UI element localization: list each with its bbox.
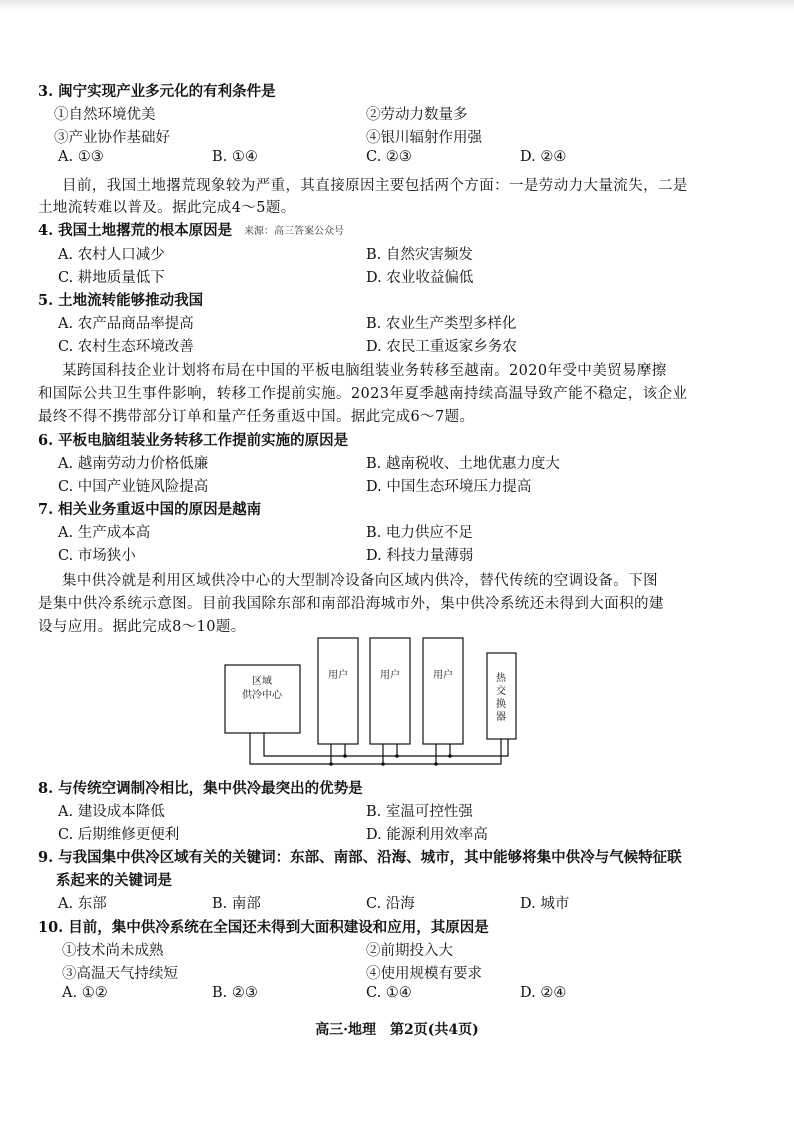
center-label-1: 区域 bbox=[252, 676, 272, 687]
q5-stem: 5. 土地流转能够推动我国 bbox=[38, 292, 204, 309]
q6-choice-d: D. 中国生态环境压力提高 bbox=[366, 479, 532, 495]
q6-choice-a: A. 越南劳动力价格低廉 bbox=[58, 456, 209, 472]
q3-item-1: ①自然环境优美 bbox=[54, 107, 156, 123]
q9-choice-d: D. 城市 bbox=[520, 896, 570, 912]
q3-choice-d: D. ②④ bbox=[520, 149, 567, 165]
q5-choice-c: C. 农村生态环境改善 bbox=[58, 339, 194, 355]
user-box-3 bbox=[423, 638, 463, 744]
q4-choice-d: D. 农业收益偏低 bbox=[366, 270, 474, 286]
q7-choice-d: D. 科技力量薄弱 bbox=[366, 548, 474, 564]
q6-stem: 6. 平板电脑组装业务转移工作提前实施的原因是 bbox=[38, 432, 349, 449]
exchanger-char-2: 交 bbox=[496, 686, 506, 697]
source-note: 来源：高三答案公众号 bbox=[244, 226, 344, 237]
passage1-line2: 土地流转难以普及。据此完成4～5题。 bbox=[38, 200, 296, 216]
q3-item-3: ③产业协作基础好 bbox=[54, 130, 170, 146]
q7-choice-c: C. 市场狭小 bbox=[58, 548, 136, 564]
q10-choice-c: C. ①④ bbox=[366, 985, 412, 1001]
user-label-2: 用户 bbox=[380, 670, 400, 681]
q10-item-2: ②前期投入大 bbox=[366, 943, 453, 959]
user-box-1 bbox=[318, 638, 358, 744]
q9-choice-b: B. 南部 bbox=[212, 896, 261, 912]
q8-choice-b: B. 室温可控性强 bbox=[366, 804, 473, 820]
exchanger-char-3: 换 bbox=[496, 699, 506, 710]
q3-choice-b: B. ①④ bbox=[212, 149, 258, 165]
q9-choice-a: A. 东部 bbox=[58, 896, 107, 912]
exchanger-char-1: 热 bbox=[496, 673, 506, 684]
q5-choice-b: B. 农业生产类型多样化 bbox=[366, 316, 517, 332]
q8-stem: 8. 与传统空调制冷相比，集中供冷最突出的优势是 bbox=[38, 780, 363, 797]
exchanger-char-4: 器 bbox=[496, 712, 506, 723]
q4-stem: 4. 我国土地撂荒的根本原因是 bbox=[38, 222, 233, 239]
q4-choice-a: A. 农村人口减少 bbox=[58, 247, 165, 263]
q10-item-4: ④使用规模有要求 bbox=[366, 966, 482, 982]
passage2-line1: 某跨国科技企业计划将布局在中国的平板电脑组装业务转移至越南。2020年受中美贸易摩擦 bbox=[62, 363, 667, 379]
q8-choice-c: C. 后期维修更便利 bbox=[58, 827, 180, 843]
passage3-line1: 集中供冷就是利用区域供冷中心的大型制冷设备向区域内供冷，替代传统的空调设备。下图 bbox=[62, 573, 658, 589]
q10-choice-d: D. ②④ bbox=[520, 985, 567, 1001]
user-box-2 bbox=[370, 638, 410, 744]
q9-stem-line1: 9. 与我国集中供冷区域有关的关键词：东部、南部、沿海、城市，其中能够将集中供冷与气候特征联 bbox=[38, 849, 682, 866]
q9-stem-line2: 系起来的关键词是 bbox=[56, 872, 172, 889]
passage3-line3: 设与应用。据此完成8～10题。 bbox=[38, 619, 246, 635]
user-label-1: 用户 bbox=[328, 670, 348, 681]
q9-choice-c: C. 沿海 bbox=[366, 896, 415, 912]
q5-choice-d: D. 农民工重返家乡务农 bbox=[366, 339, 517, 355]
q3-choice-c: C. ②③ bbox=[366, 149, 412, 165]
center-label-2: 供冷中心 bbox=[242, 690, 282, 701]
q4-choice-c: C. 耕地质量低下 bbox=[58, 270, 165, 286]
q3-choice-a: A. ①③ bbox=[58, 149, 104, 165]
q8-choice-d: D. 能源利用效率高 bbox=[366, 827, 488, 843]
q10-item-3: ③高温天气持续短 bbox=[62, 966, 178, 982]
passage1-line1: 目前，我国土地撂荒现象较为严重，其直接原因主要包括两个方面：一是劳动力大量流失，二是 bbox=[62, 178, 688, 194]
q7-choice-b: B. 电力供应不足 bbox=[366, 525, 473, 541]
q10-choice-b: B. ②③ bbox=[212, 985, 258, 1001]
q6-choice-b: B. 越南税收、土地优惠力度大 bbox=[366, 456, 560, 472]
q3-stem: 3. 闽宁实现产业多元化的有利条件是 bbox=[38, 83, 276, 100]
passage2-line2: 和国际公共卫生事件影响，转移工作提前实施。2023年夏季越南持续高温导致产能不稳定，该企业 bbox=[38, 386, 688, 402]
q3-item-2: ②劳动力数量多 bbox=[366, 107, 468, 123]
q5-choice-a: A. 农产品商品率提高 bbox=[58, 316, 194, 332]
page-footer: 高三·地理 第2页(共4页) bbox=[315, 1022, 479, 1038]
q10-choice-a: A. ①② bbox=[62, 985, 108, 1001]
q4-choice-b: B. 自然灾害频发 bbox=[366, 247, 473, 263]
passage2-line3: 最终不得不携带部分订单和量产任务重返中国。据此完成6～7题。 bbox=[38, 409, 475, 425]
q10-stem: 10. 目前，集中供冷系统在全国还未得到大面积建设和应用，其原因是 bbox=[38, 919, 489, 936]
q10-item-1: ①技术尚未成熟 bbox=[62, 943, 164, 959]
q6-choice-c: C. 中国产业链风险提高 bbox=[58, 479, 209, 495]
q7-choice-a: A. 生产成本高 bbox=[58, 525, 151, 541]
q3-item-4: ④银川辐射作用强 bbox=[366, 130, 482, 146]
passage3-line2: 是集中供冷系统示意图。目前我国除东部和南部沿海城市外，集中供冷系统还未得到大面积的建 bbox=[38, 596, 664, 612]
user-label-3: 用户 bbox=[433, 670, 453, 681]
q7-stem: 7. 相关业务重返中国的原因是越南 bbox=[38, 501, 262, 518]
q8-choice-a: A. 建设成本降低 bbox=[58, 804, 165, 820]
